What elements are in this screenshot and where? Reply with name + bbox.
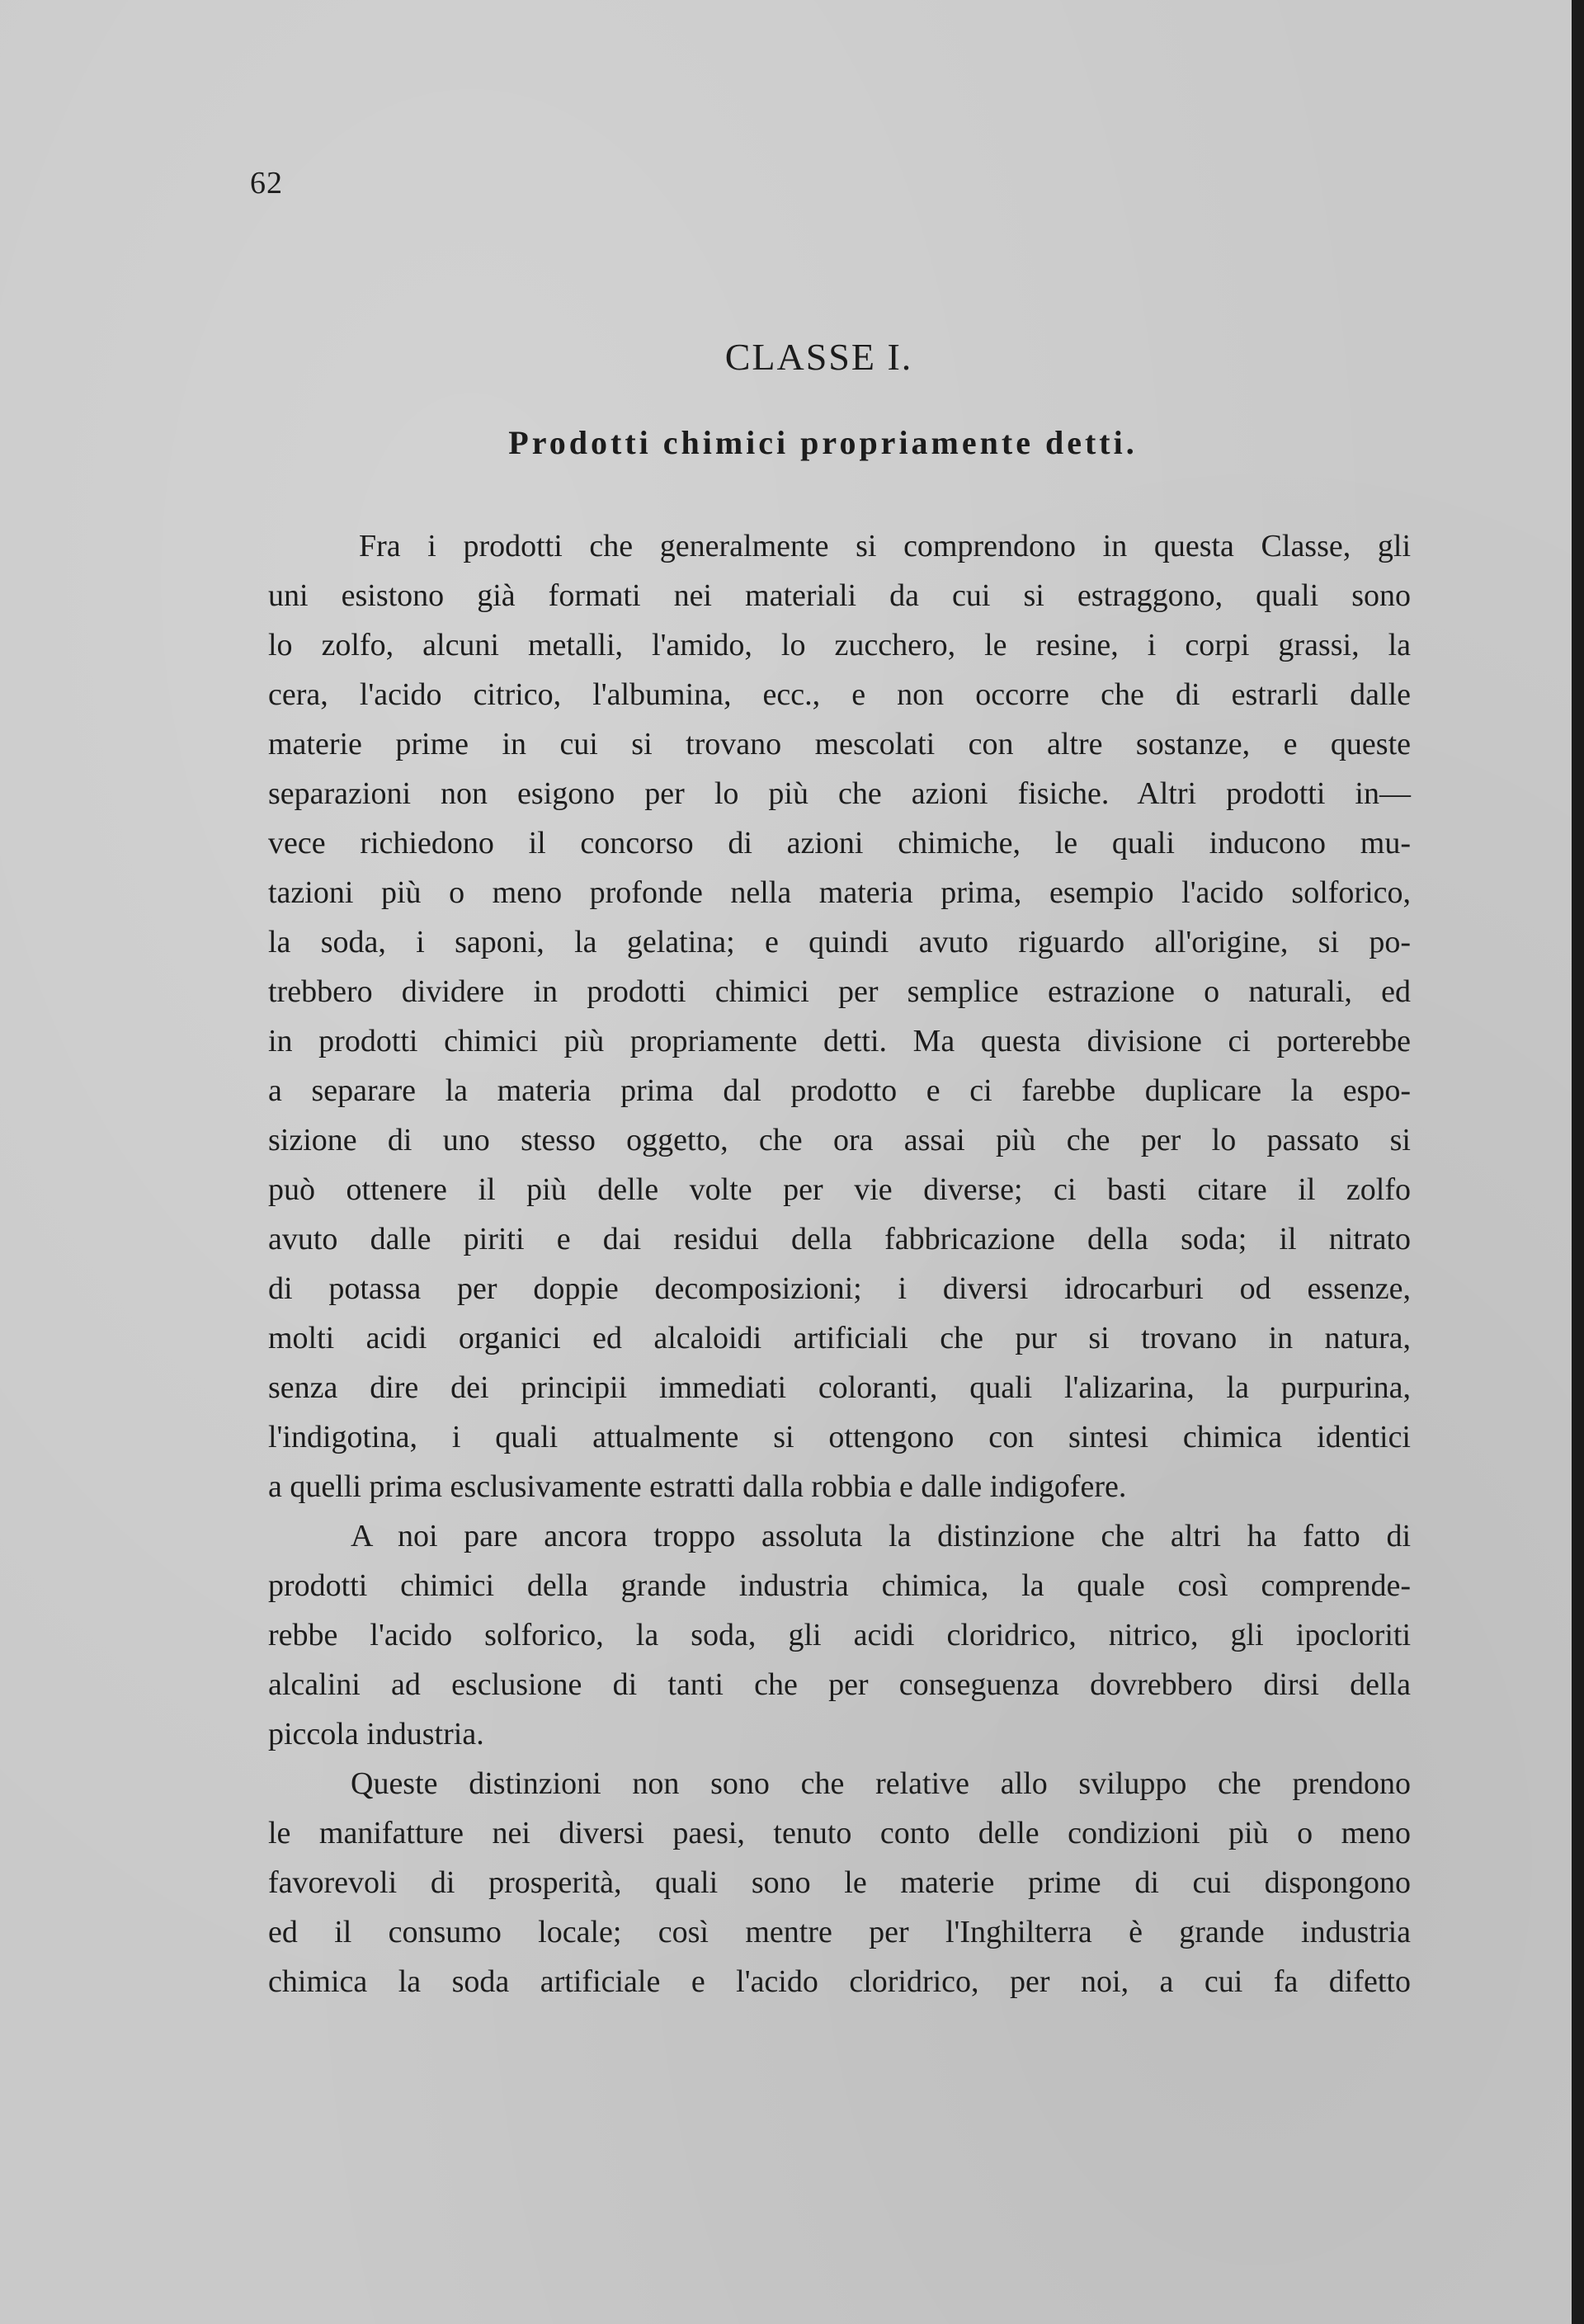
text-line: tazioni più o meno profonde nella materia prima, esempio l'acido solforico, xyxy=(268,875,1411,910)
text-line: alcalini ad esclusione di tanti che per conseguenza dovrebbero dirsi della xyxy=(268,1667,1411,1702)
text-line: in prodotti chimici più propriamente detti. Ma questa divisione ci porterebbe xyxy=(268,1024,1411,1058)
text-line: le manifatture nei diversi paesi, tenuto conto delle condizioni più o meno xyxy=(268,1816,1411,1850)
text-line: lo zolfo, alcuni metalli, l'amido, lo zucchero, le resine, i corpi grassi, la xyxy=(268,628,1411,662)
body-text xyxy=(268,521,1411,2006)
text-line: chimica la soda artificiale e l'acido cloridrico, per noi, a cui fa difetto xyxy=(268,1964,1411,1999)
text-line: Fra i prodotti che generalmente si comprendono in questa Classe, gli xyxy=(359,529,1411,563)
text-line: ed il consumo locale; così mentre per l'Inghilterra è grande industria xyxy=(268,1915,1411,1949)
text-line: prodotti chimici della grande industria chimica, la quale così comprende- xyxy=(268,1568,1411,1603)
text-line: materie prime in cui si trovano mescolati con altre sostanze, e queste xyxy=(268,727,1411,761)
text-line: l'indigotina, i quali attualmente si ottengono con sintesi chimica identici xyxy=(268,1420,1411,1454)
text-line: cera, l'acido citrico, l'albumina, ecc., e non occorre che di estrarli dalle xyxy=(268,677,1411,712)
text-line: uni esistono già formati nei materiali da cui si estraggono, quali sono xyxy=(268,578,1411,613)
page-number: 62 xyxy=(250,166,283,200)
text-line: a quelli prima esclusivamente estratti dalla robbia e dalle indigofere. xyxy=(268,1469,1127,1504)
text-line: senza dire dei principii immediati coloranti, quali l'alizarina, la purpurina, xyxy=(268,1370,1411,1405)
text-line: sizione di uno stesso oggetto, che ora assai più che per lo passato si xyxy=(268,1123,1411,1157)
text-line: Queste distinzioni non sono che relative allo sviluppo che prendono xyxy=(351,1766,1411,1801)
scan-edge xyxy=(1572,0,1584,2324)
text-line: la soda, i saponi, la gelatina; e quindi avuto riguardo all'origine, si po- xyxy=(268,925,1411,959)
text-line: avuto dalle piriti e dai residui della fabbricazione della soda; il nitrato xyxy=(268,1222,1411,1256)
text-line: trebbero dividere in prodotti chimici per semplice estrazione o naturali, ed xyxy=(268,974,1411,1009)
text-line: rebbe l'acido solforico, la soda, gli acidi cloridrico, nitrico, gli ipocloriti xyxy=(268,1618,1411,1652)
text-line: favorevoli di prosperità, quali sono le materie prime di cui dispongono xyxy=(268,1865,1411,1900)
text-line: di potassa per doppie decomposizioni; i diversi idrocarburi od essenze, xyxy=(268,1271,1411,1306)
text-line: vece richiedono il concorso di azioni chimiche, le quali inducono mu- xyxy=(268,826,1411,860)
text-line: piccola industria. xyxy=(268,1717,484,1751)
section-title: Prodotti chimici propriamente detti. xyxy=(508,424,1138,461)
text-line: a separare la materia prima dal prodotto e ci farebbe duplicare la espo- xyxy=(268,1073,1411,1108)
text-line: separazioni non esigono per lo più che azioni fisiche. Altri prodotti in— xyxy=(268,776,1411,811)
class-heading: CLASSE I. xyxy=(724,336,913,378)
text-line: può ottenere il più delle volte per vie diverse; ci basti citare il zolfo xyxy=(268,1172,1411,1207)
text-line: A noi pare ancora troppo assoluta la distinzione che altri ha fatto di xyxy=(351,1519,1411,1553)
text-line: molti acidi organici ed alcaloidi artificiali che pur si trovano in natura, xyxy=(268,1321,1411,1355)
